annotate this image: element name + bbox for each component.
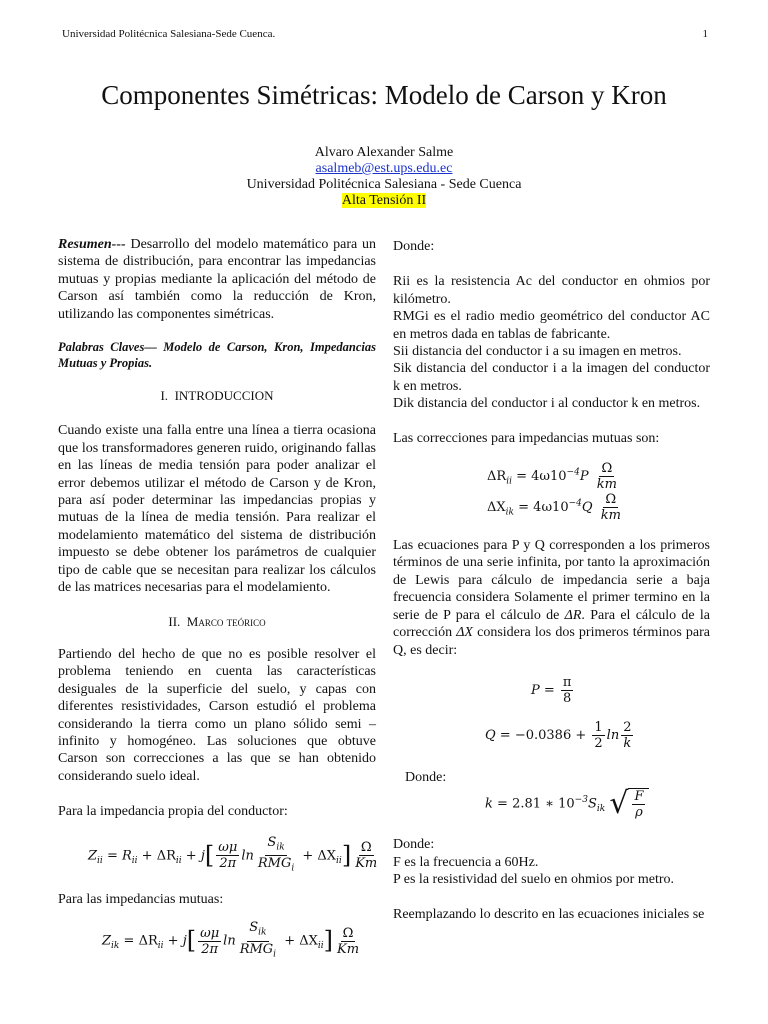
- dik-definition: Dik distancia del conductor i al conductor k en metros.: [393, 396, 701, 412]
- author-affiliation: Universidad Politécnica Salesiana - Sede Cuenca: [246, 177, 522, 192]
- sii-definition: Sii distancia del conductor i a su imagen en metros.: [393, 344, 682, 360]
- section-number: I.: [160, 388, 169, 404]
- sik-definition: Sik distancia del conductor i a la imagen del conductor k en metros.: [393, 361, 710, 394]
- donde-label-3: Donde:: [393, 837, 435, 853]
- abstract: [58, 236, 376, 323]
- abstract-label: Resumen---: [58, 237, 126, 252]
- author-email-link[interactable]: asalmeb@est.ups.edu.ec: [315, 161, 453, 176]
- abstract-text: Desarrollo del modelo matemático para un sistema de distribución, para encontrar las impedancias mutuas y propias mediante la aplicación del método de Carson así también como la reducción de Kron, utilizando las componentes simétricas.: [58, 237, 376, 322]
- mutua-intro: Para las impedancias mutuas:: [58, 891, 224, 907]
- section-heading-marco: [58, 613, 376, 630]
- marco-paragraph: Partiendo del hecho de que no es posible resolver el problema teniendo en cuenta las características desiguales de la superficie del suelo, y capas con diferentes resistividades, Carson estudió el problema considerando la tierra como un plano sólido semi – infinito y homogéneo. Las soluciones que obtuve Carson son correcciones a las que se han obtenido considerando suelo ideal.: [58, 646, 376, 784]
- section-heading-introduccion: [58, 387, 376, 404]
- paper-title: Componentes Simétricas: Modelo de Carson y Kron: [101, 80, 667, 110]
- page-number: 1: [702, 28, 708, 40]
- equation-delta-x: $\Delta X_{ik} = 4\omega 10^{-4}Q$ $\frac{\Omega}{km}$: [487, 492, 621, 524]
- rmgi-definition: RMGi es el radio medio geométrico del conductor AC en metros dada en tablas de fabricante.: [393, 309, 710, 342]
- header-institution: Universidad Politécnica Salesiana-Sede Cuenca.: [62, 28, 276, 40]
- equation-k: k = 2.81 ∗ $10^{-3}S_{ik}$ √ $\frac{F}{\rho}$: [393, 788, 710, 820]
- equation-p: P = $\frac{\pi}{8}$: [531, 674, 572, 706]
- inline-delta-x: ΔX: [456, 625, 473, 641]
- author-name: Alvaro Alexander Salme: [314, 145, 454, 160]
- resistivity-definition: P es la resistividad del suelo en ohmios por metro.: [393, 872, 674, 888]
- rii-definition: Rii es la resistencia Ac del conductor en ohmios por kilómetro.: [393, 274, 710, 307]
- pq-paragraph: Las ecuaciones para P y Q corresponden a los primeros términos de una serie infinita, por tanto la aproximación de Lewis para cálculo de impedancia serie a baja frecuencia considera Solamente el primer termino en la serie de P para el cálculo de ΔR. Para el cálculo de la corrección ΔX considera los dos primeros términos para Q, es decir:: [393, 538, 710, 658]
- right-column: [393, 236, 710, 923]
- section-title: INTRODUCCION: [174, 388, 274, 404]
- equation-self-impedance: $Z_{ii} = R_{ii} + \Delta R_{ii} + j$[ $\frac{\omega\mu}{2\pi}$ ln $\frac{S_{ik}}{RMG_i}$ + $\Delta X_{ii}$] $\frac{\Omega}{Km}$: [88, 834, 378, 874]
- left-column: [58, 236, 376, 962]
- propia-intro: Para la impedancia propia del conductor:: [58, 804, 288, 820]
- donde-label: Donde:: [393, 239, 435, 254]
- equation-q: Q = −0.0386 + $\frac{1}{2}$ ln $\frac{2}{k}$: [485, 719, 632, 751]
- closing-paragraph: Reemplazando lo descrito en las ecuaciones iniciales se: [393, 906, 705, 922]
- course-label: Alta Tensión II: [341, 193, 427, 208]
- inline-delta-r: ΔR: [564, 607, 582, 623]
- donde-label-2: Donde:: [405, 769, 447, 785]
- author-block: [0, 145, 768, 209]
- corrections-intro: Las correcciones para impedancias mutuas son:: [393, 430, 660, 446]
- keywords-text: Palabras Claves— Modelo de Carson, Kron, Impedancias Mutuas y Propias.: [58, 340, 376, 371]
- frequency-definition: F es la frecuencia a 60Hz.: [393, 854, 539, 870]
- section-number: II.: [168, 613, 181, 629]
- keywords: [58, 339, 376, 371]
- section-title: Marco teórico: [186, 613, 266, 629]
- equation-mutual-impedance: $Z_{ik} = \Delta R_{ii} + j$[ $\frac{\omega\mu}{2\pi}$ ln $\frac{S_{ik}}{RMG_i}$ + $\Delta X_{ii}$] $\frac{\Omega}{Km}$: [102, 920, 360, 960]
- page-header: [62, 28, 708, 40]
- equation-delta-r: $\Delta R_{ii} = 4\omega 10^{-4}P$ $\frac{\Omega}{km}$: [487, 461, 617, 493]
- intro-paragraph: Cuando existe una falla entre una línea a tierra ocasiona que los transformadores generen ruido, originando fallas en las líneas de media tensión para poder analizar el error debemos utilizar el método de Carson y de Kron, para así poder determinar las impedancias propias y mutuas de la línea de media tensión. Para realizar el modelamiento matemático del sistema de distribución impuesto se debe obtener los parámetros de cualquier tipo de cable que se necesitan para realizar los cálculos de las matrices necesarias para el modelamiento.: [58, 423, 376, 596]
